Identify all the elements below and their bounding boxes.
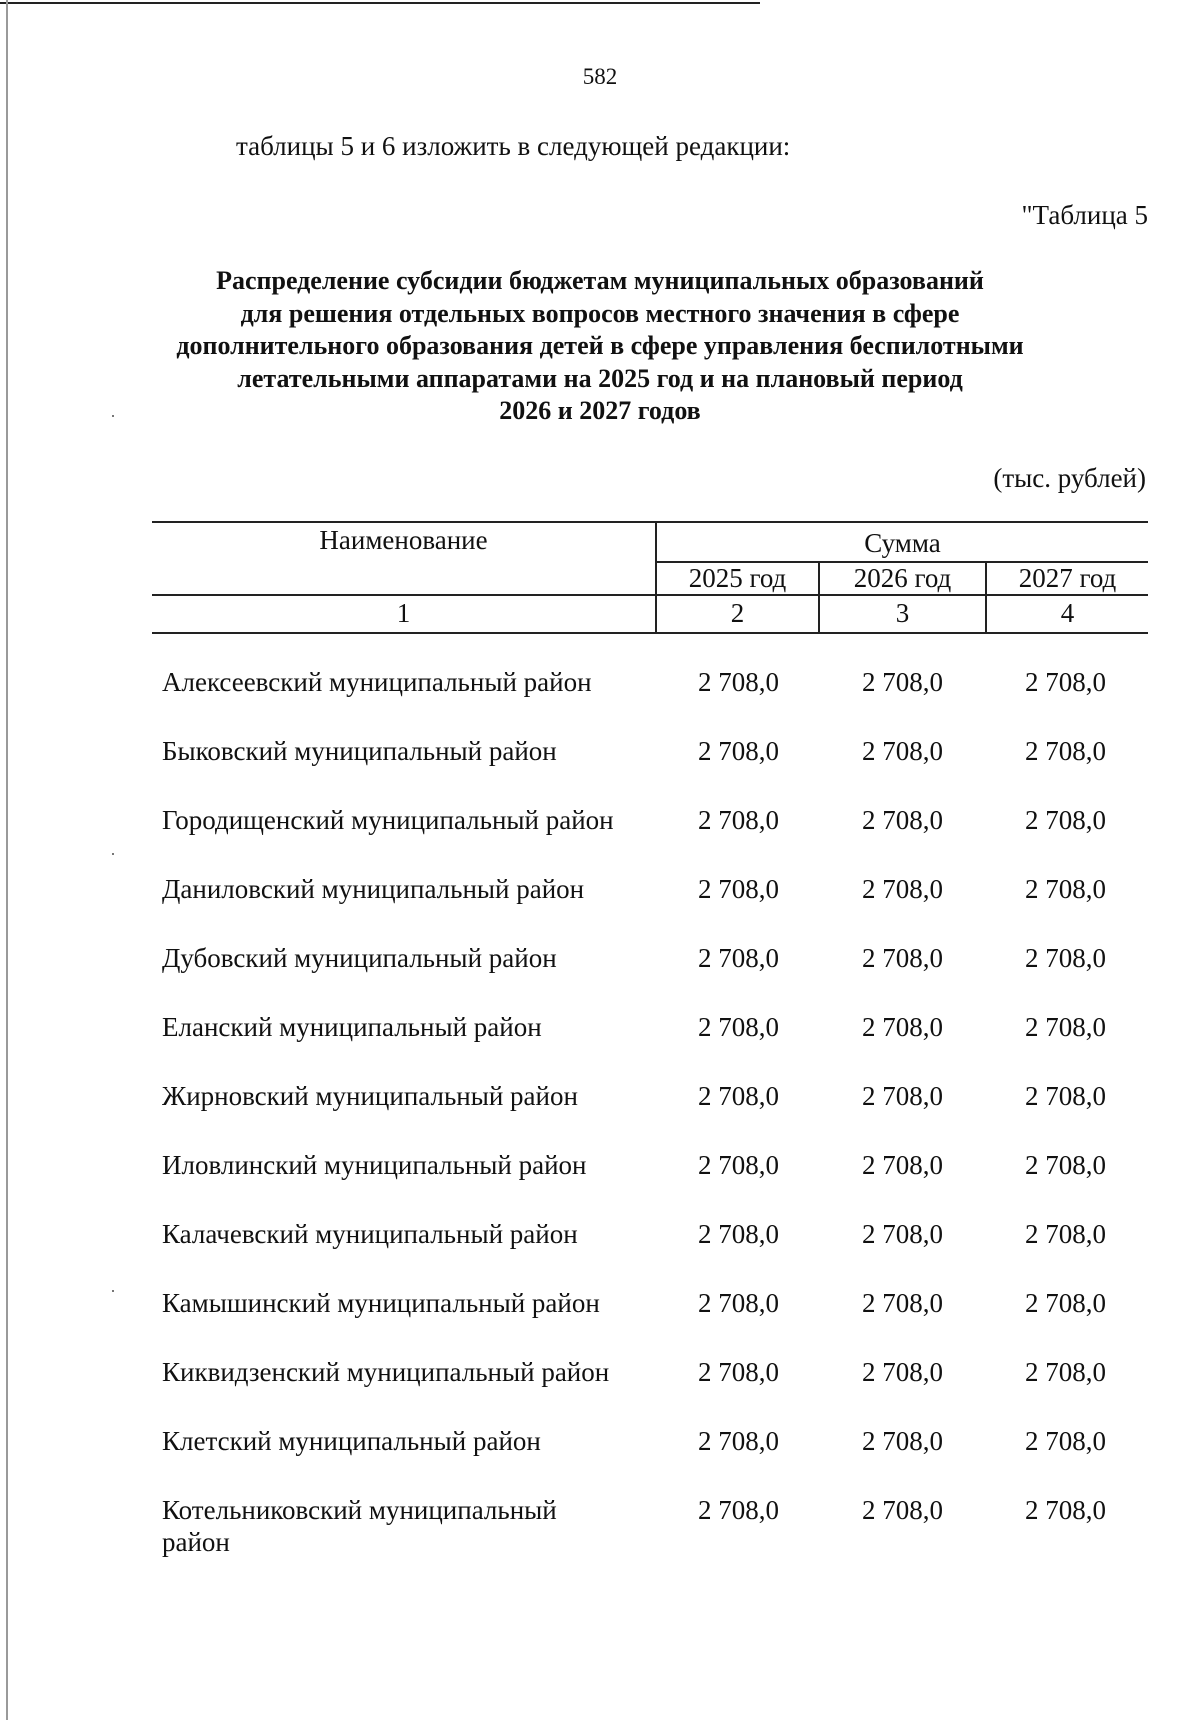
district-name: Жирновский муниципальный район — [162, 1081, 578, 1111]
table-row — [162, 1281, 1142, 1350]
table-row — [162, 1488, 1142, 1557]
value-2025: 2 708,0 — [698, 1495, 779, 1525]
value-2026: 2 708,0 — [862, 1426, 943, 1456]
table-body — [162, 660, 1142, 1557]
district-name: Камышинский муниципальный район — [162, 1288, 600, 1318]
value-2025: 2 708,0 — [698, 1426, 779, 1456]
district-name: Даниловский муниципальный район — [162, 874, 585, 904]
district-name: Быковский муниципальный район — [162, 736, 557, 766]
value-2025: 2 708,0 — [698, 1012, 779, 1042]
title-line: для решения отдельных вопросов местного значения в сфере — [240, 298, 960, 328]
district-name: Киквидзенский муниципальный район — [162, 1357, 610, 1387]
value-2026: 2 708,0 — [862, 943, 943, 973]
header-mid-rule — [152, 594, 1148, 596]
value-2027: 2 708,0 — [1025, 1426, 1106, 1456]
header-name: Наименование — [319, 525, 488, 555]
table-row — [162, 729, 1142, 798]
column-number: 2 — [730, 598, 745, 628]
value-2027: 2 708,0 — [1025, 1219, 1106, 1249]
scan-edge-left — [6, 0, 8, 1720]
header-year-2027: 2027 год — [1018, 563, 1117, 593]
title-line: летательными аппаратами на 2025 год и на плановый период — [237, 363, 963, 393]
value-2026: 2 708,0 — [862, 667, 943, 697]
table-row — [162, 1212, 1142, 1281]
table-row — [162, 1005, 1142, 1074]
table-row — [162, 1143, 1142, 1212]
header-year-2026: 2026 год — [853, 563, 952, 593]
table-row — [162, 936, 1142, 1005]
value-2026: 2 708,0 — [862, 1012, 943, 1042]
district-name: Алексеевский муниципальный район — [162, 667, 592, 697]
value-2026: 2 708,0 — [862, 805, 943, 835]
header-top-rule — [152, 521, 1148, 523]
unit-note: (тыс. рублей) — [993, 463, 1146, 493]
value-2025: 2 708,0 — [698, 736, 779, 766]
header-year-2025: 2025 год — [688, 563, 787, 593]
value-2027: 2 708,0 — [1025, 1495, 1106, 1525]
value-2027: 2 708,0 — [1025, 805, 1106, 835]
value-2025: 2 708,0 — [698, 805, 779, 835]
column-number: 1 — [396, 598, 411, 628]
district-name: Еланский муниципальный район — [162, 1012, 542, 1042]
column-number: 3 — [895, 598, 910, 628]
value-2026: 2 708,0 — [862, 1357, 943, 1387]
header-sum: Сумма — [864, 528, 941, 558]
value-2025: 2 708,0 — [698, 874, 779, 904]
value-2026: 2 708,0 — [862, 1081, 943, 1111]
table-row — [162, 1074, 1142, 1143]
district-name: Клетский муниципальный район — [162, 1426, 541, 1456]
title-line: Распределение субсидии бюджетам муниципальных образований — [216, 266, 984, 295]
page-number: 582 — [582, 64, 618, 89]
column-number: 4 — [1060, 598, 1075, 628]
value-2027: 2 708,0 — [1025, 1012, 1106, 1042]
value-2026: 2 708,0 — [862, 1150, 943, 1180]
table-row — [162, 798, 1142, 867]
table-row — [162, 660, 1142, 729]
scan-mark — [112, 853, 114, 855]
title-line: 2026 и 2027 годов — [499, 396, 701, 425]
value-2025: 2 708,0 — [698, 1288, 779, 1318]
value-2027: 2 708,0 — [1025, 667, 1106, 697]
district-name: Калачевский муниципальный район — [162, 1219, 578, 1249]
table-label: "Таблица 5 — [1021, 200, 1148, 230]
table-row — [162, 867, 1142, 936]
value-2027: 2 708,0 — [1025, 1150, 1106, 1180]
value-2025: 2 708,0 — [698, 1357, 779, 1387]
value-2025: 2 708,0 — [698, 943, 779, 973]
value-2025: 2 708,0 — [698, 667, 779, 697]
district-name: Городищенский муниципальный район — [162, 805, 614, 835]
scan-mark — [112, 1290, 114, 1292]
value-2027: 2 708,0 — [1025, 1081, 1106, 1111]
value-2027: 2 708,0 — [1025, 1288, 1106, 1318]
value-2026: 2 708,0 — [862, 1219, 943, 1249]
scan-edge-top — [0, 2, 760, 4]
district-name: Дубовский муниципальный район — [162, 943, 557, 973]
value-2027: 2 708,0 — [1025, 943, 1106, 973]
value-2026: 2 708,0 — [862, 736, 943, 766]
table-row — [162, 1350, 1142, 1419]
value-2026: 2 708,0 — [862, 1495, 943, 1525]
document-title — [0, 265, 1200, 428]
district-name: Иловлинский муниципальный район — [162, 1150, 587, 1180]
intro-text: таблицы 5 и 6 изложить в следующей редакции: — [236, 131, 791, 161]
value-2027: 2 708,0 — [1025, 1357, 1106, 1387]
value-2025: 2 708,0 — [698, 1081, 779, 1111]
header-bottom-rule — [152, 632, 1148, 634]
table-row — [162, 1419, 1142, 1488]
value-2027: 2 708,0 — [1025, 736, 1106, 766]
district-name: Котельниковский муниципальный район — [162, 1495, 557, 1557]
value-2025: 2 708,0 — [698, 1219, 779, 1249]
value-2026: 2 708,0 — [862, 1288, 943, 1318]
value-2027: 2 708,0 — [1025, 874, 1106, 904]
value-2025: 2 708,0 — [698, 1150, 779, 1180]
title-line: дополнительного образования детей в сфере управления беспилотными — [176, 331, 1024, 360]
value-2026: 2 708,0 — [862, 874, 943, 904]
